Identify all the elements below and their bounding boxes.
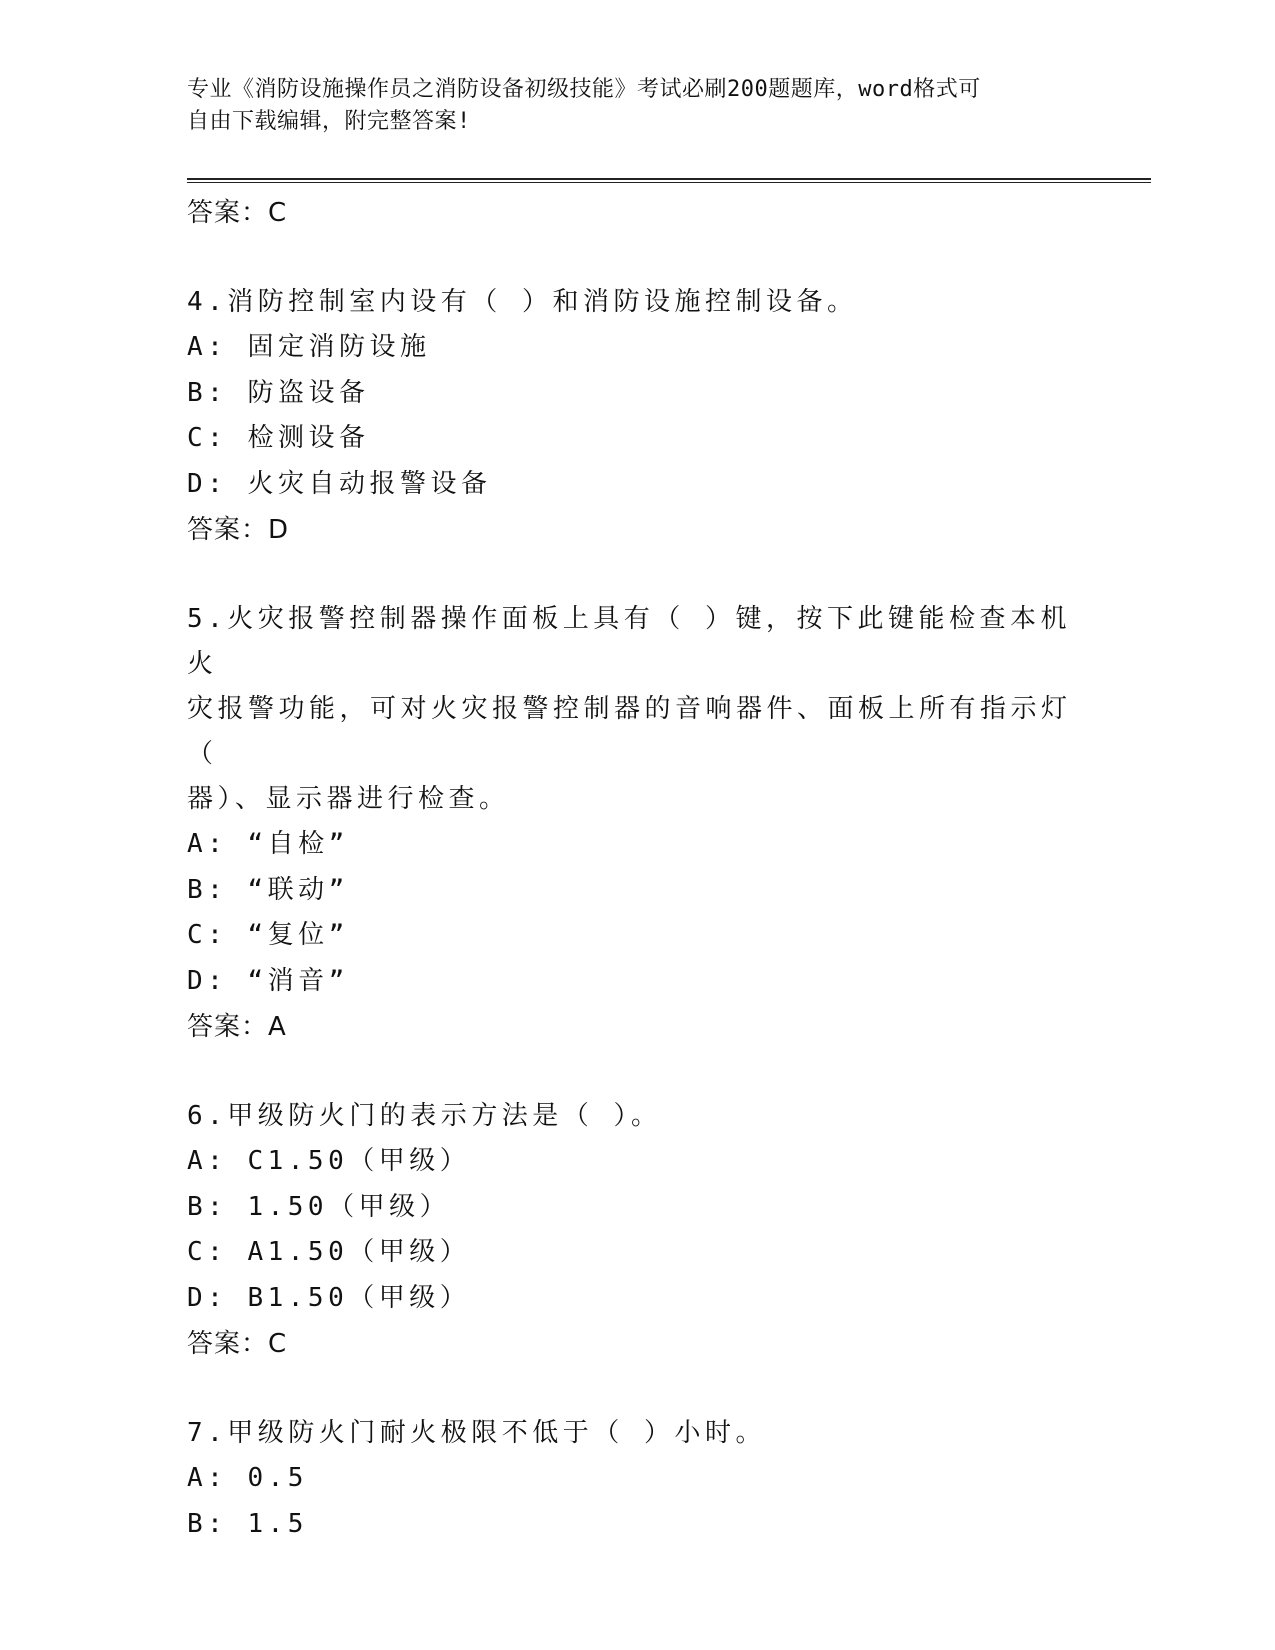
spacer <box>187 1050 1087 1094</box>
question-text: 6.甲级防火门的表示方法是（ ）。 <box>187 1101 662 1131</box>
answer-line: 答案：C <box>187 1329 288 1359</box>
question-text-line: 器）、显示器进行检查。 <box>187 784 510 814</box>
question-list <box>187 190 1087 1547</box>
question-text-line: 灾报警功能，可对火灾报警控制器的音响器件、面板上所有指示灯（ <box>187 694 1072 769</box>
answer-line: 答案：C <box>187 198 288 228</box>
option-a: A: “自检” <box>187 829 349 859</box>
option-b: B: 1.50（甲级） <box>187 1191 451 1222</box>
option-b: B: “联动” <box>187 874 349 905</box>
option-b: B: 1.5 <box>187 1508 308 1539</box>
document-header <box>187 74 1067 138</box>
spacer <box>187 236 1087 280</box>
spacer <box>187 1367 1087 1411</box>
answer-line: 答案：A <box>187 1012 287 1042</box>
question-text-line: 5.火灾报警控制器操作面板上具有（ ）键，按下此键能检查本机火 <box>187 604 1071 679</box>
option-d: D: “消音” <box>187 965 349 996</box>
option-d: D: 火灾自动报警设备 <box>187 468 492 499</box>
option-c: C: A1.50（甲级） <box>187 1237 471 1267</box>
option-d: D: B1.50（甲级） <box>187 1282 471 1313</box>
option-c: C: 检测设备 <box>187 423 370 453</box>
answer-line: 答案：D <box>187 515 290 545</box>
option-b: B: 防盗设备 <box>187 377 370 408</box>
option-a: A: C1.50（甲级） <box>187 1146 471 1176</box>
option-c: C: “复位” <box>187 920 349 950</box>
spacer <box>187 553 1087 597</box>
header-line-1: 专业《消防设施操作员之消防设备初级技能》考试必刷200题题库，word格式可 <box>187 77 981 102</box>
question-text: 4.消防控制室内设有（ ）和消防设施控制设备。 <box>187 287 858 317</box>
header-line-2: 自由下载编辑，附完整答案! <box>187 109 471 134</box>
question-text: 7.甲级防火门耐火极限不低于（ ）小时。 <box>187 1418 766 1448</box>
option-a: A: 0.5 <box>187 1463 308 1493</box>
header-divider <box>187 178 1151 183</box>
option-a: A: 固定消防设施 <box>187 332 431 362</box>
